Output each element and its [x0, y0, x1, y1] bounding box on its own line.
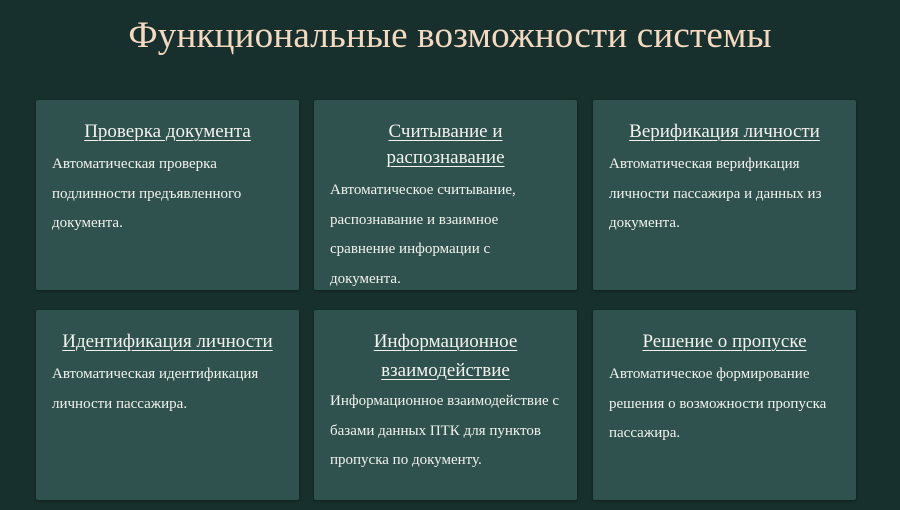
feature-title-pass-decision[interactable]: Решение о пропуске [642, 331, 807, 352]
feature-card-identity-verification [593, 100, 856, 290]
feature-description: Автоматическая идентификация личности пассажира. [52, 366, 259, 412]
feature-description: Автоматическое считывание, распознавание и взаимное сравнение информации с документа. [330, 182, 516, 287]
feature-title-reading-recognition[interactable]: Считывание и распознавание [386, 121, 505, 168]
feature-description: Информационное взаимодействие с базами данных ПТК для пунктов пропуска по документу. [330, 393, 560, 468]
feature-description: Автоматическая верификация личности пассажира и данных из документа. [609, 156, 822, 231]
page-title: Функциональные возможности системы [128, 15, 772, 56]
feature-card-identification [36, 310, 299, 500]
feature-title-identification[interactable]: Идентификация личности [62, 331, 273, 352]
feature-title-identity-verification[interactable]: Верификация личности [629, 121, 820, 142]
feature-card-document-check [36, 100, 299, 290]
feature-title-document-check[interactable]: Проверка документа [84, 121, 251, 142]
feature-description: Автоматическое формирование решения о возможности пропуска пассажира. [609, 366, 827, 441]
feature-card-information-exchange [314, 310, 577, 500]
feature-card-reading-recognition [314, 100, 577, 290]
feature-description: Автоматическая проверка подлинности предъявленного документа. [52, 156, 242, 231]
feature-title-information-exchange[interactable]: Информационное взаимодействие [373, 331, 518, 381]
feature-card-pass-decision [593, 310, 856, 500]
